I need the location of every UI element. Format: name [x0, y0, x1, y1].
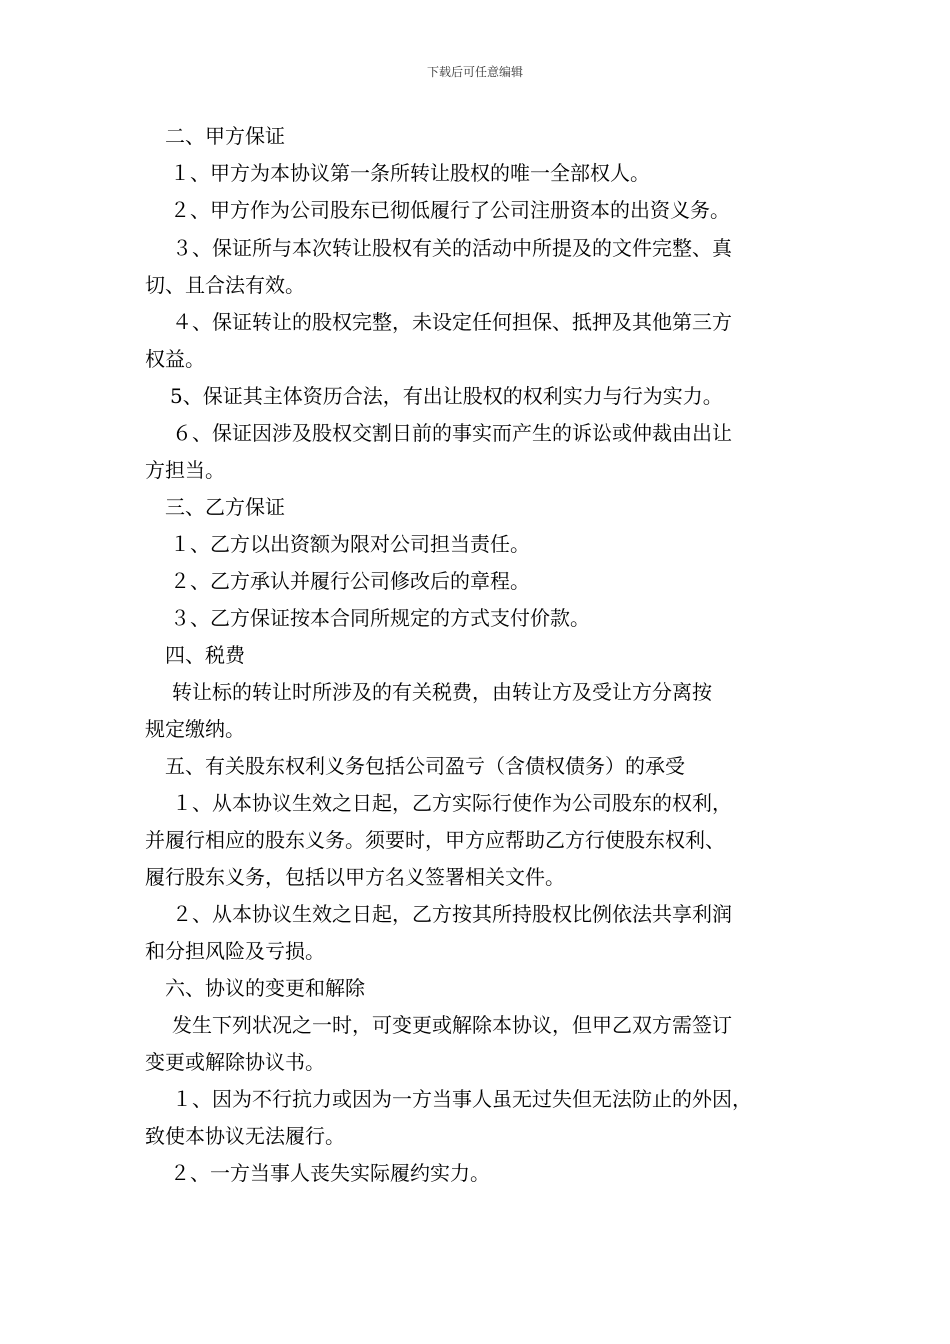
section-heading-3: 三、乙方保证 [165, 495, 285, 519]
paragraph-line: ６、保证因涉及股权交割日前的事实而产生的诉讼或仲裁由出让 [172, 421, 732, 445]
paragraph-line: ２、一方当事人丧失实际履约实力。 [170, 1161, 490, 1185]
paragraph-line: 变更或解除协议书。 [145, 1050, 325, 1074]
section-heading-6: 六、协议的变更和解除 [165, 976, 365, 1000]
paragraph-line: 致使本协议无法履行。 [145, 1124, 345, 1148]
section-heading-2: 二、甲方保证 [165, 124, 285, 148]
paragraph-line: ３、乙方保证按本合同所规定的方式支付价款。 [170, 606, 590, 630]
paragraph-line: 方担当。 [145, 458, 225, 482]
section-heading-4: 四、税费 [165, 643, 245, 667]
paragraph-line: 切、且合法有效。 [145, 273, 305, 297]
paragraph-line: 5、保证其主体资历合法，有出让股权的权利实力与行为实力。 [170, 384, 723, 408]
paragraph-line: 履行股东义务，包括以甲方名义签署相关文件。 [145, 865, 565, 889]
paragraph-line: 规定缴纳。 [145, 717, 245, 741]
paragraph-line: １、因为不行抗力或因为一方当事人虽无过失但无法防止的外因， [172, 1087, 752, 1111]
paragraph-line: 和分担风险及亏损。 [145, 939, 325, 963]
paragraph-line: ２、乙方承认并履行公司修改后的章程。 [170, 569, 530, 593]
section-heading-5: 五、有关股东权利义务包括公司盈亏（含债权债务）的承受 [165, 754, 685, 778]
paragraph-line: ４、保证转让的股权完整，未设定任何担保、抵押及其他第三方 [172, 310, 732, 334]
paragraph-line: 权益。 [145, 347, 205, 371]
paragraph-line: ２、从本协议生效之日起，乙方按其所持股权比例依法共享利润 [172, 902, 732, 926]
paragraph-line: ２、甲方作为公司股东已彻低履行了公司注册资本的出资义务。 [170, 198, 730, 222]
page-header: 下载后可任意编辑 [426, 65, 523, 79]
paragraph-line: １、乙方以出资额为限对公司担当责任。 [170, 532, 530, 556]
paragraph-line: １、从本协议生效之日起，乙方实际行使作为公司股东的权利， [172, 791, 732, 815]
paragraph-line: 并履行相应的股东义务。须要时，甲方应帮助乙方行使股东权利、 [145, 828, 725, 852]
paragraph-line: １、甲方为本协议第一条所转让股权的唯一全部权人。 [170, 161, 650, 185]
paragraph-line: 发生下列状况之一时，可变更或解除本协议，但甲乙双方需签订 [172, 1013, 732, 1037]
paragraph-line: ３、保证所与本次转让股权有关的活动中所提及的文件完整、真 [172, 236, 732, 260]
paragraph-line: 转让标的转让时所涉及的有关税费，由转让方及受让方分离按 [172, 680, 712, 704]
